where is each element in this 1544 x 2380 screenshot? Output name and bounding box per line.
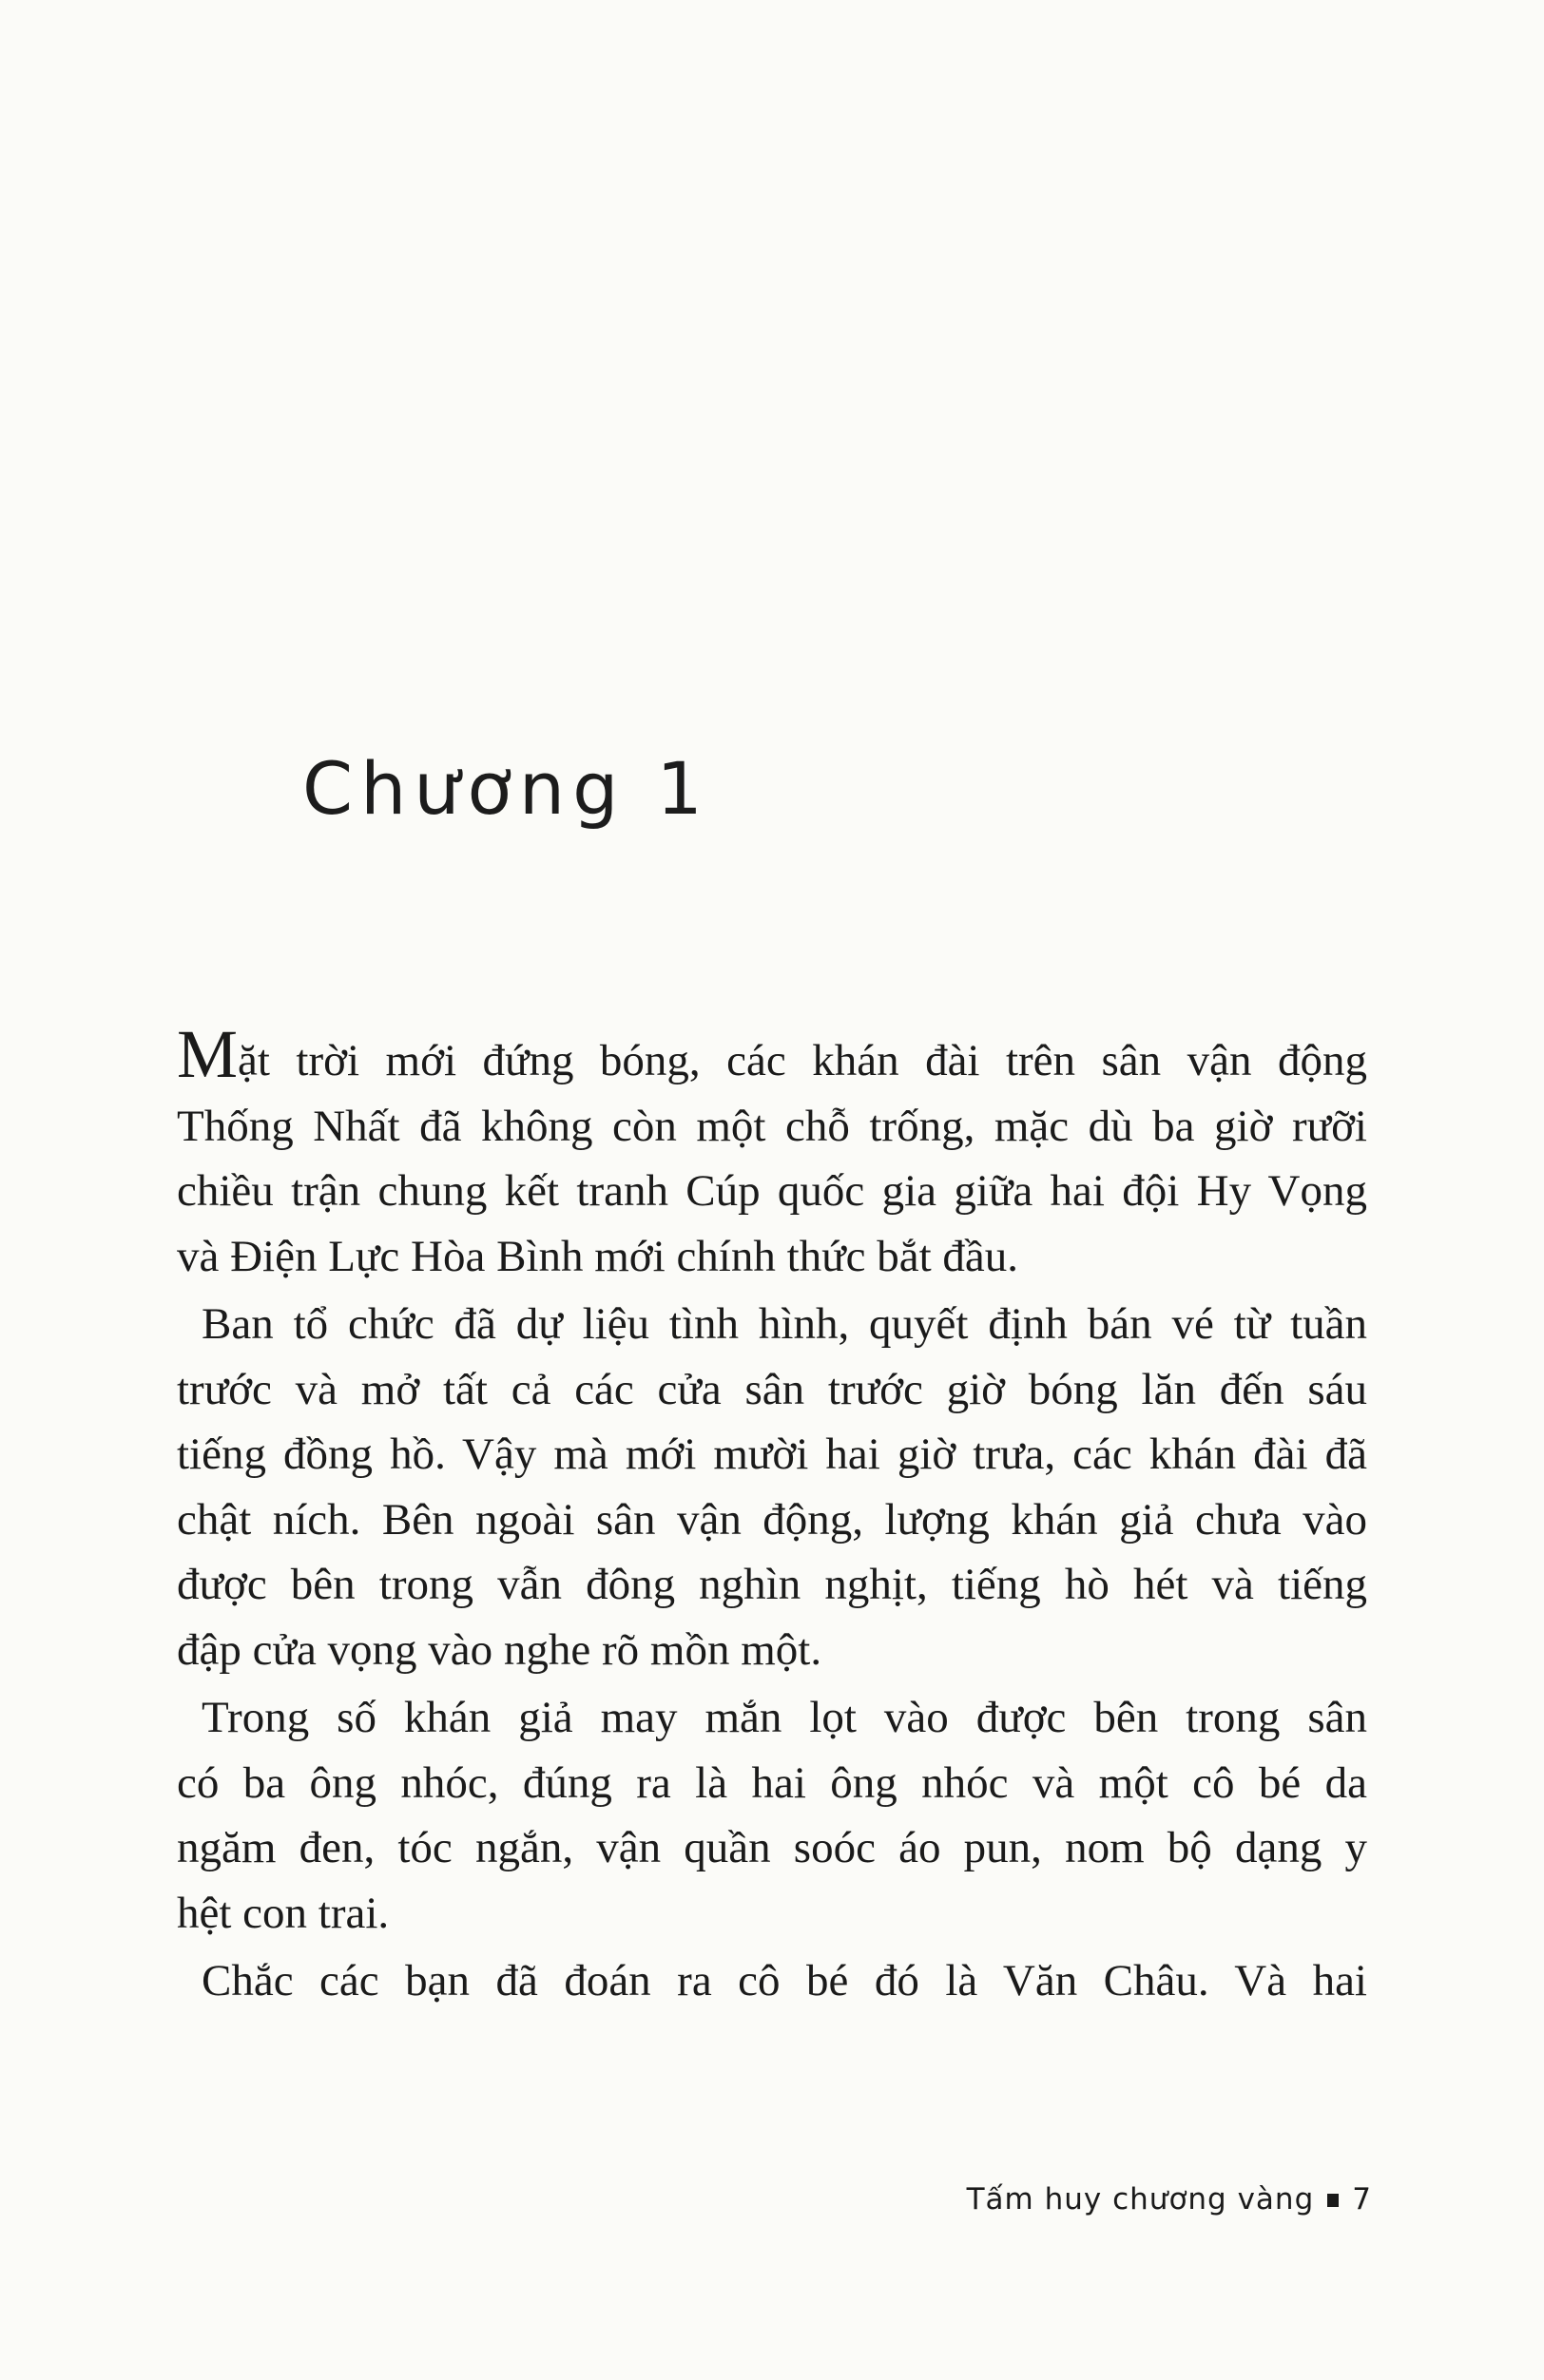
text-line: có ba ông nhóc, đúng ra là hai ông nhóc và một cô bé da — [177, 1757, 1367, 1808]
text-line — [177, 1016, 1367, 1094]
text-line: Chắc các bạn đã đoán ra cô bé đó là Văn Châu. Và hai — [202, 1956, 1367, 2006]
paragraph — [177, 1685, 1367, 1946]
text-line: trước và mở tất cả các cửa sân trước giờ bóng lăn đến sáu — [177, 1364, 1367, 1414]
square-bullet-icon — [1327, 2194, 1339, 2207]
chapter-title: Chương 1 — [302, 746, 710, 831]
running-title: Tấm huy chương vàng — [966, 2182, 1315, 2217]
text-line: chật ních. Bên ngoài sân vận động, lượng khán giả chưa vào — [177, 1494, 1367, 1545]
text-line: và Điện Lực Hòa Bình mới chính thức bắt đầu. — [177, 1231, 1019, 1281]
text-line: chiều trận chung kết tranh Cúp quốc gia giữa hai đội Hy Vọng — [177, 1166, 1367, 1216]
paragraph — [177, 1292, 1367, 1682]
text-line: được bên trong vẫn đông nghìn nghịt, tiếng hò hét và tiếng — [177, 1560, 1367, 1609]
text-line: Trong số khán giả may mắn lọt vào được bên trong sân — [202, 1693, 1367, 1742]
body-text — [177, 1016, 1367, 2017]
paragraph — [177, 1948, 1367, 2014]
text-line: Thống Nhất đã không còn một chỗ trống, mặc dù ba giờ rưỡi — [177, 1101, 1367, 1151]
text-line: hệt con trai. — [177, 1888, 390, 1938]
text-line: tiếng đồng hồ. Vậy mà mới mười hai giờ trưa, các khán đài đã — [177, 1430, 1367, 1479]
drop-cap: M — [177, 1016, 239, 1092]
text-line: Ban tổ chức đã dự liệu tình hình, quyết định bán vé từ tuần — [202, 1299, 1367, 1349]
page-footer — [967, 2182, 1372, 2217]
paragraph — [177, 1016, 1367, 1289]
text-line-content: ặt trời mới đứng bóng, các khán đài trên sân vận động — [238, 1036, 1367, 1085]
text-line: ngăm đen, tóc ngắn, vận quần soóc áo pun, nom bộ dạng y — [177, 1823, 1367, 1872]
text-line: đập cửa vọng vào nghe rõ mồn một. — [177, 1624, 822, 1675]
page-number: 7 — [1352, 2182, 1372, 2217]
